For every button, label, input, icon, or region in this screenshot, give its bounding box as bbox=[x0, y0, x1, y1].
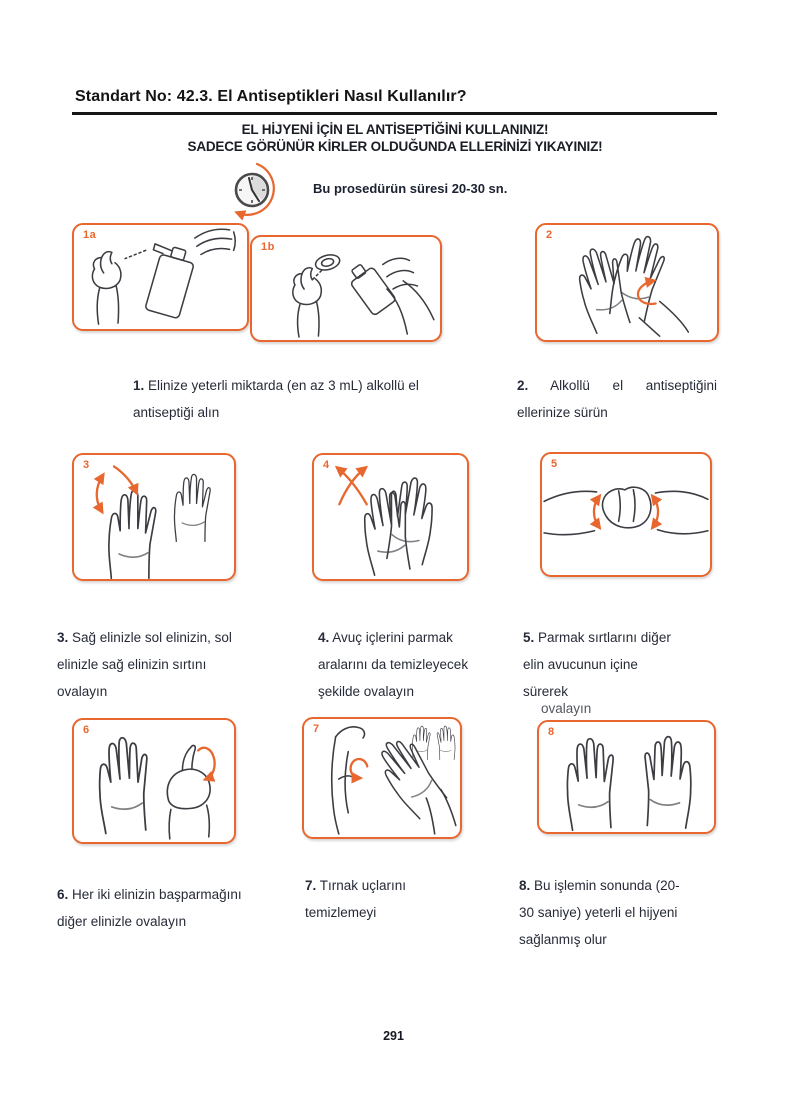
banner-line-1: EL HİJYENİ İÇİN EL ANTİSEPTİĞİNİ KULLANINIZ! bbox=[241, 122, 549, 137]
figure-box-6 bbox=[72, 718, 236, 844]
step-label-1a: 1a bbox=[83, 229, 97, 241]
figure-box-8 bbox=[537, 720, 716, 834]
caption-step-1 bbox=[133, 372, 435, 426]
warning-banner bbox=[50, 121, 740, 155]
caption-step-7 bbox=[305, 872, 445, 926]
caption-5-number: 5. bbox=[523, 630, 535, 645]
caption-6-number: 6. bbox=[57, 887, 69, 902]
duration-note: Bu prosedürün süresi 20-30 sn. bbox=[313, 181, 508, 196]
caption-step-4 bbox=[318, 624, 500, 705]
caption-5-text: Parmak sırtlarını diğer elin avucunun içine sürerek bbox=[523, 630, 671, 699]
caption-2-text: Alkollü el antiseptiğini ellerinize sürün bbox=[517, 378, 717, 420]
caption-8-number: 8. bbox=[519, 878, 531, 893]
fingertips-in-palm-illustration bbox=[304, 719, 460, 837]
figure-box-1a bbox=[72, 223, 249, 331]
figure-box-2 bbox=[535, 223, 719, 342]
page-number: 291 bbox=[383, 1029, 404, 1043]
step-label-7: 7 bbox=[313, 723, 320, 735]
rubbing-palms-illustration bbox=[537, 225, 717, 340]
title-divider bbox=[72, 112, 717, 115]
clean-open-hands-illustration bbox=[539, 722, 714, 832]
figure-box-3 bbox=[72, 453, 236, 581]
caption-1-number: 1. bbox=[133, 378, 145, 393]
page-title: Standart No: 42.3. El Antiseptikleri Nasıl Kullanılır? bbox=[75, 88, 467, 105]
step-label-5: 5 bbox=[551, 458, 558, 470]
caption-7-number: 7. bbox=[305, 878, 317, 893]
step-label-1b: 1b bbox=[261, 241, 275, 253]
step-label-4: 4 bbox=[323, 459, 330, 471]
interlaced-palms-illustration bbox=[314, 455, 467, 579]
caption-3-text: Sağ elinizle sol elinizin, sol elinizle sağ elinizin sırtını ovalayın bbox=[57, 630, 232, 699]
clock-icon bbox=[227, 157, 285, 223]
figure-box-7 bbox=[302, 717, 462, 839]
caption-1-text: Elinize yeterli miktarda (en az 3 mL) alkollü el antiseptiği alın bbox=[133, 378, 419, 420]
clipped-caption-fragment: ovalayın bbox=[541, 701, 592, 716]
caption-8-text: Bu işlemin sonunda (20-30 saniye) yeterli el hijyeni sağlanmış olur bbox=[519, 878, 680, 947]
figure-box-5 bbox=[540, 452, 712, 577]
caption-4-number: 4. bbox=[318, 630, 330, 645]
step-label-2: 2 bbox=[546, 229, 553, 241]
caption-step-8 bbox=[519, 872, 689, 953]
pouring-bottle-illustration bbox=[252, 237, 440, 340]
caption-4-text: Avuç içlerini parmak aralarını da temizleyecek şekilde ovalayın bbox=[318, 630, 469, 699]
thumb-rubbing-illustration bbox=[74, 720, 234, 842]
caption-2-number: 2. bbox=[517, 378, 529, 393]
rubbing-hand-backs-illustration bbox=[74, 455, 234, 579]
figure-box-1b bbox=[250, 235, 442, 342]
step-label-8: 8 bbox=[548, 726, 555, 738]
caption-6-text: Her iki elinizin başparmağını diğer elinizle ovalayın bbox=[57, 887, 242, 929]
step-label-3: 3 bbox=[83, 459, 90, 471]
caption-7-text: Tırnak uçlarını temizlemeyi bbox=[305, 878, 407, 920]
figure-box-4 bbox=[312, 453, 469, 581]
caption-step-3 bbox=[57, 624, 257, 705]
banner-line-2: SADECE GÖRÜNÜR KİRLER OLDUĞUNDA ELLERİNİZİ YIKAYINIZ! bbox=[187, 139, 603, 154]
caption-step-2 bbox=[517, 372, 717, 426]
caption-step-6 bbox=[57, 881, 257, 935]
interlocked-fists-illustration bbox=[542, 454, 710, 575]
dispensing-pump-bottle-illustration bbox=[74, 225, 247, 329]
step-label-6: 6 bbox=[83, 724, 90, 736]
caption-3-number: 3. bbox=[57, 630, 69, 645]
